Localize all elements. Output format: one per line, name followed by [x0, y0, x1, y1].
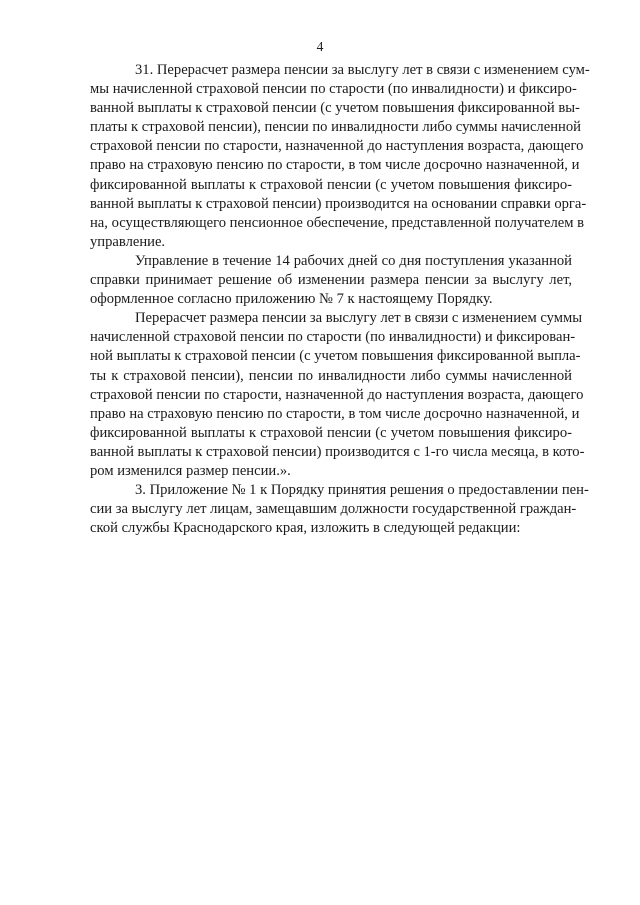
text-line: оформленное согласно приложению № 7 к настоящему Порядку.: [90, 291, 493, 308]
paragraph-pereraschet: [90, 309, 585, 481]
text-line: страховой пенсии по старости, назначенной до наступления возраста, дающего: [90, 386, 584, 403]
text-line: ванной выплаты к страховой пенсии (с учетом повышения фиксированной вы-: [90, 100, 580, 117]
paragraph-upravlenie: [90, 252, 572, 309]
page-number: 4: [316, 39, 324, 54]
text-line: справки принимает решение об изменении размера пенсии за выслугу лет,: [90, 272, 572, 289]
text-line: ром изменился размер пенсии.».: [90, 462, 291, 479]
document-body: [90, 61, 590, 538]
paragraph-item-31: [90, 61, 590, 252]
text-line: мы начисленной страховой пенсии по старости (по инвалидности) и фиксиро-: [90, 81, 577, 98]
text-line: ной выплаты к страховой пенсии (с учетом повышения фиксированной выпла-: [90, 348, 581, 365]
text-line: фиксированной выплаты к страховой пенсии (с учетом повышения фиксиро-: [90, 176, 572, 193]
text-line: страховой пенсии по старости, назначенной до наступления возраста, дающего: [90, 138, 584, 155]
text-line: начисленной страховой пенсии по старости (по инвалидности) и фиксирован-: [90, 329, 576, 346]
text-line: право на страховую пенсию по старости, в том числе досрочно назначенной, и: [90, 157, 580, 174]
text-line: 31. Перерасчет размера пенсии за выслугу лет в связи с изменением сум-: [135, 62, 590, 78]
text-line: 3. Приложение № 1 к Порядку принятия решения о предоставлении пен-: [135, 482, 589, 499]
text-line: Управление в течение 14 рабочих дней со дня поступления указанной: [135, 252, 572, 269]
paragraph-item-3: [90, 481, 589, 538]
text-line: Перерасчет размера пенсии за выслугу лет в связи с изменением суммы: [135, 310, 583, 327]
text-line: ванной выплаты к страховой пенсии) производится с 1-го числа месяца, в кото-: [90, 443, 585, 460]
text-line: фиксированной выплаты к страховой пенсии (с учетом повышения фиксиро-: [90, 424, 572, 441]
text-line: платы к страховой пенсии), пенсии по инвалидности либо суммы начисленной: [90, 119, 581, 136]
text-line: ской службы Краснодарского края, изложить в следующей редакции:: [90, 520, 521, 537]
text-line: ты к страховой пенсии), пенсии по инвалидности либо суммы начисленной: [90, 367, 572, 384]
text-line: ванной выплаты к страховой пенсии) производится на основании справки орга-: [90, 195, 587, 212]
text-line: право на страховую пенсию по старости, в том числе досрочно назначенной, и: [90, 405, 580, 422]
text-line: на, осуществляющего пенсионное обеспечение, представленной получателем в: [90, 214, 585, 231]
text-line: сии за выслугу лет лицам, замещавшим должности государственной граждан-: [90, 501, 577, 518]
text-line: управление.: [90, 233, 166, 250]
